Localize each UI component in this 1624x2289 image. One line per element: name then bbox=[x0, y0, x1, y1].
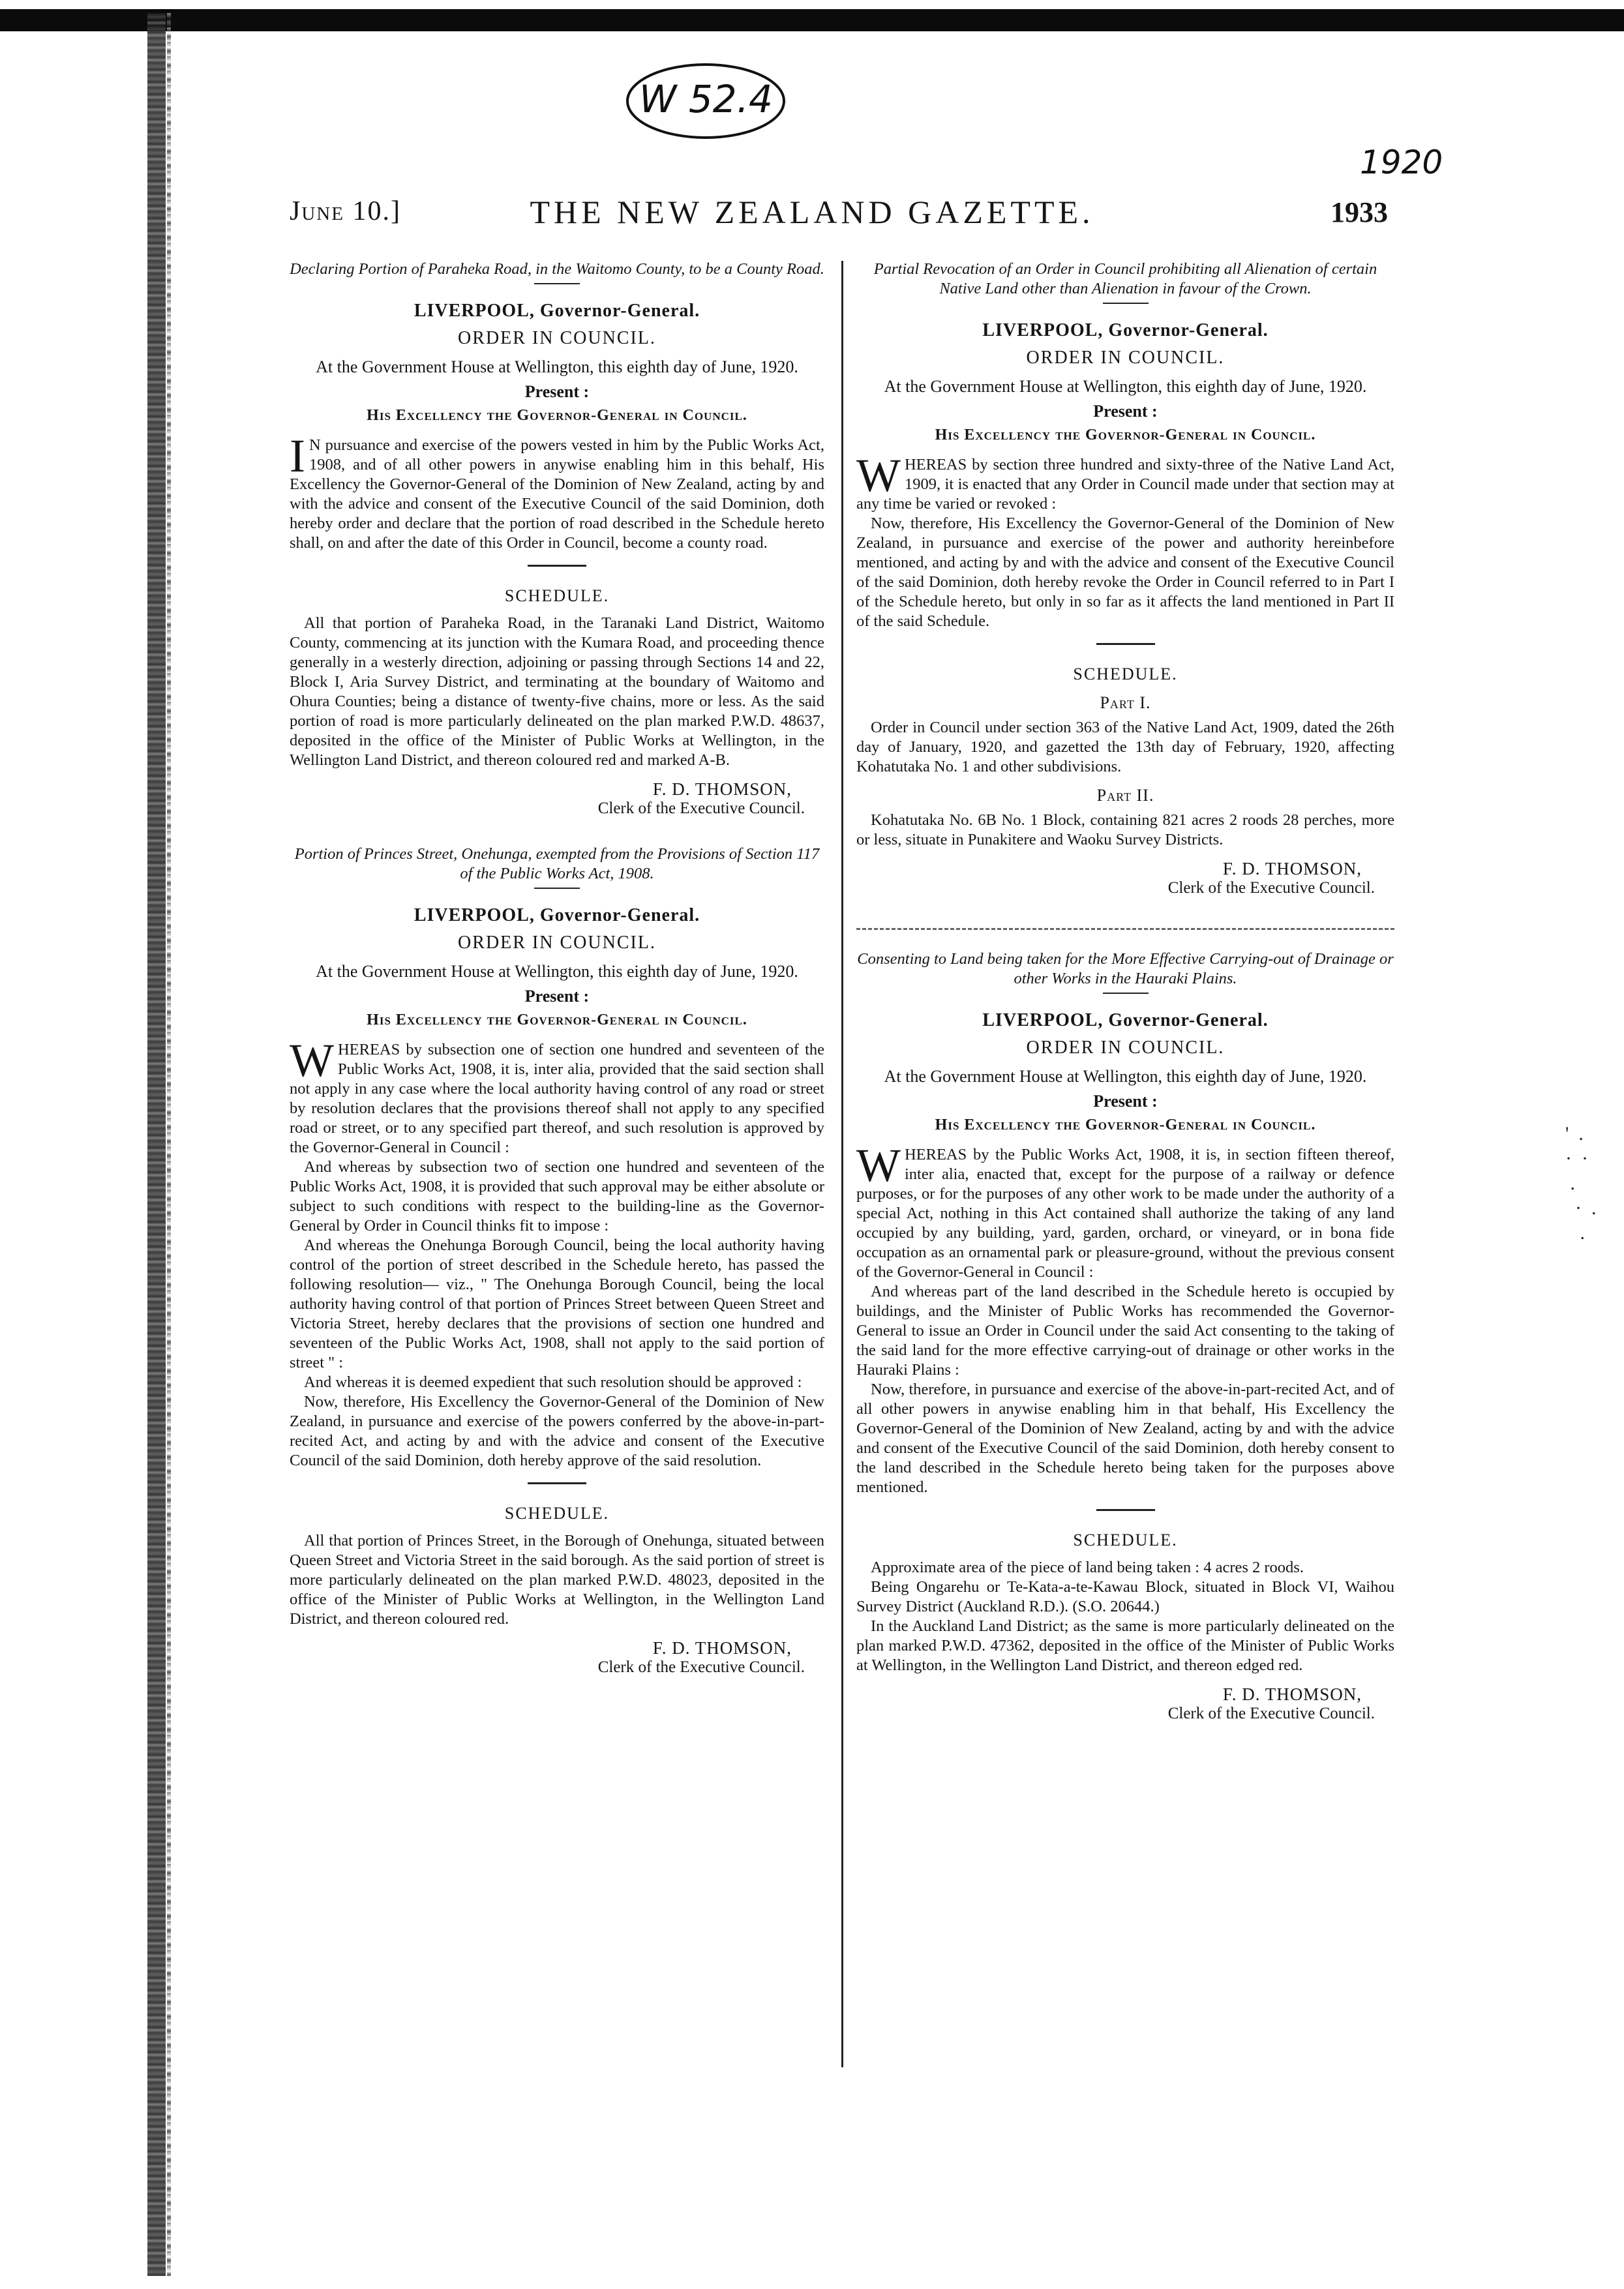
signatory-name: F. D. THOMSON, bbox=[1222, 859, 1362, 878]
schedule-text: Approximate area of the piece of land being taken : 4 acres 2 roods. bbox=[871, 1559, 1304, 1576]
notice-body: WHEREAS by subsection one of section one hundred and seventeen of the Public Works Act, 1908, it is, inter alia, provided that the said section shall not apply in any case where the local authority having control of any road or street by resolution declares that the provisions thereof shall not apply to any specified road or street, or to any specified part thereof, and such resolution is approved by the Governor-General in Council : bbox=[290, 1034, 824, 1156]
excellency-line: His Excellency the Governor-General in Council. bbox=[367, 1011, 747, 1028]
order-in-council: ORDER IN COUNCIL. bbox=[458, 328, 656, 348]
section-separator bbox=[856, 928, 1394, 930]
schedule-text: Order in Council under section 363 of the Native Land Act, 1909, dated the 26th day of January, 1920, and gazetted the 13th day of February, 1920, affecting Kohatutaka No. 1 and other subdivisions. bbox=[856, 719, 1394, 775]
rule bbox=[1103, 303, 1149, 304]
place-date: At the Government House at Wellington, this eighth day of June, 1920. bbox=[884, 1067, 1367, 1086]
governor-line: LIVERPOOL, Governor-General. bbox=[982, 1010, 1269, 1030]
notice-heading: Partial Revocation of an Order in Council prohibiting all Alienation of certain Native Land other than Alienation in favour of the Crown. bbox=[873, 260, 1377, 297]
schedule-text: In the Auckland Land District; as the same is more particularly delineated on the plan marked P.W.D. 47362, deposited in the office of the Minister of Public Works at Wellington, in the Wellington Land District, and thereon edged red. bbox=[856, 1617, 1394, 1674]
schedule-text: All that portion of Paraheka Road, in the Taranaki Land District, Waitomo County, commencing at its junction with the Kumara Road, and proceeding thence generally in a westerly direction, adjoining or passing through Sections 14 and 22, Block I, Aria Survey District, and terminating at the boundary of Waitomo and Ohura Counties; being a distance of twenty-five chains, more or less. As the said portion of road is more particularly delineated on the plan marked P.W.D. 48637, deposited in the office of the Minister of Public Works at Wellington, in the Wellington Land District, and thereon coloured red and marked A-B. bbox=[290, 614, 824, 769]
present-label: Present : bbox=[524, 987, 590, 1006]
schedule-text: Being Ongarehu or Te-Kata-a-te-Kawau Block, situated in Block VI, Waihou Survey District (Auckland R.D.). (S.O. 20644.) bbox=[856, 1578, 1394, 1615]
place-date: At the Government House at Wellington, this eighth day of June, 1920. bbox=[884, 377, 1367, 396]
header-title: THE NEW ZEALAND GAZETTE. bbox=[530, 194, 1094, 230]
schedule-title: SCHEDULE. bbox=[504, 586, 610, 605]
rule bbox=[528, 1482, 586, 1484]
notice-princes-street bbox=[290, 845, 824, 1677]
place-date: At the Government House at Wellington, this eighth day of June, 1920. bbox=[316, 962, 798, 981]
schedule-title: SCHEDULE. bbox=[1073, 1531, 1178, 1549]
present-label: Present : bbox=[1093, 402, 1158, 421]
signatory-name: F. D. THOMSON, bbox=[1222, 1684, 1362, 1704]
notice-body: And whereas by subsection two of section one hundred and seventeen of the Public Works Act, 1908, it is provided that such approval may be either absolute or subject to such conditions with respect to the building-line as the Governor-General by Order in Council thinks fit to impose : bbox=[290, 1158, 824, 1234]
left-column bbox=[290, 260, 824, 1677]
notice-body: WHEREAS by the Public Works Act, 1908, it is, in section fifteen thereof, inter alia, enacted that, except for the purpose of a railway or defence purposes, or for the purposes of any other work to be made under the authority of a special Act, nothing in this Act contained shall authorize the taking of any land occupied by any building, yard, garden, orchard, or vineyard, or in bona fide occupation as an ornamental park or pleasure-ground, without the previous consent of the Governor-General in Council : bbox=[856, 1139, 1394, 1281]
handwritten-year: 1920 bbox=[1360, 143, 1443, 181]
notice-paraheka-road bbox=[290, 260, 824, 818]
notice-body: Now, therefore, in pursuance and exercise of the above-in-part-recited Act, and of all other powers in anywise enabling him in that behalf, His Excellency the Governor-General of the Dominion of New Zealand, acting by and with the advice and consent of the Executive Council of the said Dominion, doth hereby consent to the land described in the Schedule hereto being taken for the purposes above mentioned. bbox=[856, 1381, 1394, 1496]
notice-body: WHEREAS by section three hundred and sixty-three of the Native Land Act, 1909, it is enacted that any Order in Council made under that section may at any time be varied or revoked : bbox=[856, 449, 1394, 513]
notice-heading: Consenting to Land being taken for the More Effective Carrying-out of Drainage or other Works in the Hauraki Plains. bbox=[857, 950, 1394, 987]
right-column bbox=[856, 260, 1394, 1724]
signatory-title: Clerk of the Executive Council. bbox=[597, 800, 805, 817]
notice-body: Now, therefore, His Excellency the Governor-General of the Dominion of New Zealand, in pursuance and exercise of the power and authority hereinbefore mentioned, and acting by and with the advice and consent of the Executive Council of the said Dominion, doth hereby revoke the Order in Council referred to in Part I of the Schedule hereto, but only in so far as it affects the land mentioned in Part II of the said Schedule. bbox=[856, 515, 1394, 630]
notice-body: And whereas part of the land described in the Schedule hereto is occupied by buildings, and the Minister of Public Works has recommended the Governor-General to issue an Order in Council under the said Act consenting to the taking of the said land for the more effective carrying-out of drainage or other works in the Hauraki Plains : bbox=[856, 1283, 1394, 1379]
schedule-part-title: Part II. bbox=[1096, 786, 1154, 805]
notice-hauraki-plains bbox=[856, 950, 1394, 1724]
notice-body: IN pursuance and exercise of the powers vested in him by the Public Works Act, 1908, and of all other powers in anywise enabling him in this behalf, His Excellency the Governor-General of the Dominion of New Zealand, acting by and with the advice and consent of the Executive Council of the said Dominion, doth hereby order and declare that the portion of road described in the Schedule hereto shall, on and after the date of this Order in Council, become a county road. bbox=[290, 430, 824, 552]
order-in-council: ORDER IN COUNCIL. bbox=[1026, 1038, 1225, 1058]
excellency-line: His Excellency the Governor-General in Council. bbox=[935, 1116, 1316, 1133]
governor-line: LIVERPOOL, Governor-General. bbox=[414, 905, 700, 925]
rule bbox=[528, 565, 586, 567]
schedule-part-title: Part I. bbox=[1100, 693, 1151, 712]
excellency-line: His Excellency the Governor-General in Council. bbox=[935, 426, 1316, 443]
present-label: Present : bbox=[524, 382, 590, 401]
header-date: June 10.] bbox=[290, 196, 401, 226]
excellency-line: His Excellency the Governor-General in Council. bbox=[367, 407, 747, 424]
schedule-title: SCHEDULE. bbox=[1073, 665, 1178, 683]
notice-heading: Declaring Portion of Paraheka Road, in the Waitomo County, to be a County Road. bbox=[290, 260, 824, 278]
rule bbox=[1096, 643, 1155, 645]
column-divider bbox=[841, 261, 843, 2067]
signatory-title: Clerk of the Executive Council. bbox=[1167, 1705, 1375, 1722]
place-date: At the Government House at Wellington, this eighth day of June, 1920. bbox=[316, 357, 798, 376]
signatory-title: Clerk of the Executive Council. bbox=[597, 1658, 805, 1676]
notice-body: And whereas it is deemed expedient that such resolution should be approved : bbox=[304, 1373, 802, 1391]
schedule-text: Kohatutaka No. 6B No. 1 Block, containing 821 acres 2 roods 28 perches, more or less, situate in Punakitere and Waoku Survey Districts. bbox=[856, 811, 1394, 848]
binding-edge-scan bbox=[147, 13, 166, 2276]
schedule-text: All that portion of Princes Street, in the Borough of Onehunga, situated between Queen Street and Victoria Street in the said borough. As the said portion of street is more particularly delineated on the plan marked P.W.D. 48023, deposited in the office of the Minister of Public Works at Wellington, in the Wellington Land District, and thereon coloured red. bbox=[290, 1532, 824, 1628]
order-in-council: ORDER IN COUNCIL. bbox=[1026, 348, 1225, 368]
signatory-name: F. D. THOMSON, bbox=[652, 1638, 792, 1658]
rule bbox=[1103, 993, 1149, 994]
signatory-name: F. D. THOMSON, bbox=[652, 779, 792, 799]
notice-body: And whereas the Onehunga Borough Council, being the local authority having control of the portion of street described in the Schedule hereto, has passed the following resolution— viz., " The Onehunga Borough Council, being the local authority having control of that portion of Princes Street between Queen Street and Victoria Street, hereby declares that the provisions of section one hundred and seventeen of the Public Works Act, 1908, shall not apply to the said portion of street " : bbox=[290, 1236, 824, 1371]
page-top-bar bbox=[0, 9, 1624, 31]
archive-stamp bbox=[623, 59, 789, 143]
governor-line: LIVERPOOL, Governor-General. bbox=[982, 320, 1269, 340]
present-label: Present : bbox=[1093, 1092, 1158, 1111]
signatory-title: Clerk of the Executive Council. bbox=[1167, 879, 1375, 897]
schedule-title: SCHEDULE. bbox=[504, 1504, 610, 1523]
notice-heading: Portion of Princes Street, Onehunga, exempted from the Provisions of Section 117 of the Public Works Act, 1908. bbox=[294, 845, 820, 882]
rule bbox=[1096, 1509, 1155, 1511]
rule bbox=[534, 888, 580, 889]
notice-native-land-revocation bbox=[856, 260, 1394, 898]
binding-edge-shadow bbox=[167, 13, 171, 2276]
margin-marks: ' . · · . · . . bbox=[1565, 1123, 1597, 1244]
header-page-number: 1933 bbox=[1331, 196, 1388, 228]
rule bbox=[534, 283, 580, 284]
notice-body: Now, therefore, His Excellency the Governor-General of the Dominion of New Zealand, in pursuance and exercise of the powers conferred by the above-in-part-recited Act, and acting by and with the advice and consent of the Executive Council of the said Dominion, doth hereby approve of the said resolution. bbox=[290, 1393, 824, 1469]
stamp-text: W 52.4 bbox=[639, 77, 773, 121]
order-in-council: ORDER IN COUNCIL. bbox=[458, 933, 656, 953]
governor-line: LIVERPOOL, Governor-General. bbox=[414, 301, 700, 321]
